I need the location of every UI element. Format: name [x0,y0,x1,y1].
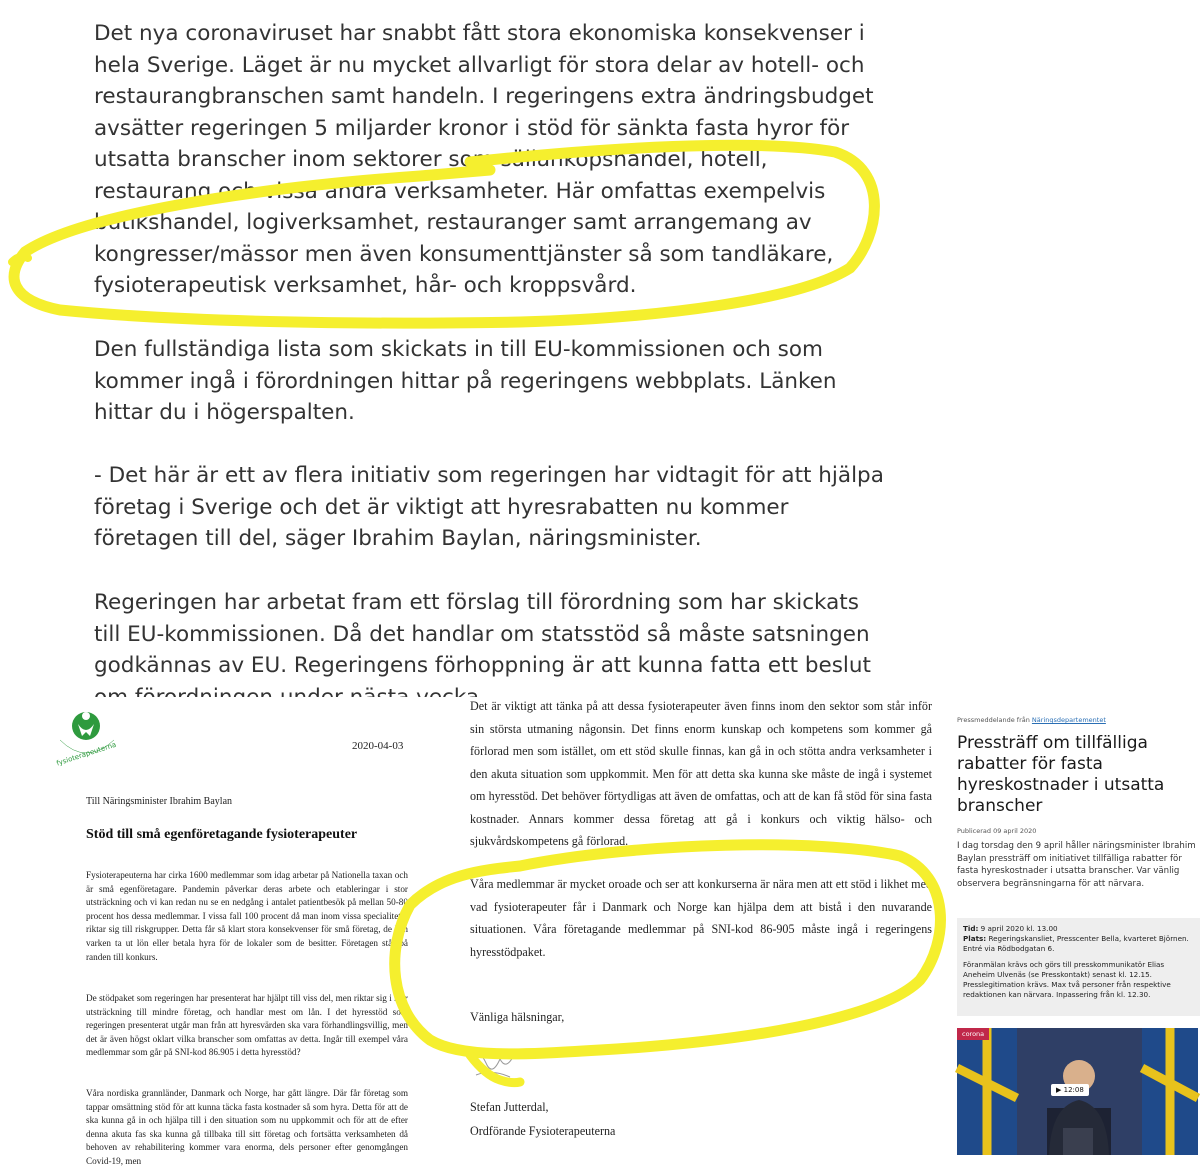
press-date: Publicerad 09 april 2020 [957,827,1037,835]
press-time: Tid: 9 april 2020 kl. 13.00 [963,924,1058,933]
logo-text: fysioterapeuterna [55,740,118,768]
letter2-paragraph-1: Det är viktigt att tänka på att dessa fysioterapeuter även finns inom den sektor som står inför sin största utmaning någonsin. Det finns enorm kunskap och kompetens som kommer gå förlorad men som istället, om ett stöd skulle finnas, kan gå in och stötta andra verksamheter i den akuta situation som uppkommit. Men för att detta ska kunna ske måste de ingå i systemet om hyresstöd. Det behöver förtydligas att även de omfattas, och att de kan få stöd för sina fasta kostnader. Annars kommer dessa företag att gå i konkurs och viktig hälso- och sjukvårdskompetens gå förlorad. [470,699,932,848]
play-icon: ▶ [1056,1086,1064,1094]
letter-date: 2020-04-03 [352,740,404,752]
letter-paragraph-1: Fysioterapeuterna har cirka 1600 medlemmar som idag arbetar på Nationella taxan och är små egenföretagare. Pandemin påverkar deras arbete och etableringar i stor utsträckning och vi kan redan nu se en nedgång i antalet patientbesök på mellan 50-80 procent hos dessa medlemmar. I vissa fall 100 procent då man inom vissa specialiteter riktar sig till riskgrupper. Detta får så klart stora konsekvenser för små företag, de kan varken ta ut lön eller betala hyra för de lokaler som de besitter. Företagen står på randen till konkurs. [86,870,408,962]
article-paragraph-3: - Det här är ett av flera initiativ som regeringen har vidtagit för att hjälpa företag i Sverige och det är viktigt att hyresrabatten nu kommer företagen till del, säger Ibrahim Baylan, näringsminister. [94,463,884,551]
press-source-link[interactable]: Näringsdepartementet [1031,716,1106,724]
press-lead: I dag torsdag den 9 april håller näringsminister Ibrahim Baylan pressträff om initiativet tillfälliga rabatter för fasta hyreskostnader i utsatta branscher. Var vänlig observera begränsningarna för att närvara. [957,841,1196,889]
press-place: Plats: Regeringskansliet, Presscenter Bella, kvarteret Björnen. Entré via Rödbodgatan 6. [963,934,1189,953]
press-source [957,716,1106,724]
video-play-button[interactable] [1051,1084,1089,1096]
letter-greeting: Vänliga hälsningar, [470,1010,565,1024]
video-category-badge: corona [957,1028,989,1040]
letter-page-2 [462,697,940,1169]
letter-paragraph-3: Våra nordiska grannländer, Danmark och Norge, har gått längre. Där får företag som tappar omsättning stöd för att kunna täcka fasta kostnader så som hyra. Detta för att de ska kunna gå in och hjälpa till i den situation som nu uppkommit och för att de efter denna akuta fas ska kunna gå tillbaka till sitt företag och fortsätta verksamheten då behoven av rehabilitering kommer vara enorma, dels personer efter genomgången Covid-19, men [86,1088,408,1166]
press-title: Pressträff om tillfälliga rabatter för fasta hyreskostnader i utsatta branscher [957,733,1165,816]
signature-icon [462,1041,542,1091]
article-paragraph-1: Det nya coronaviruset har snabbt fått stora ekonomiska konsekvenser i hela Sverige. Läget är nu mycket allvarligt för stora delar av hotell- och restaurangbranschen samt handeln. I regeringens extra ändringsbudget avsätter regeringen 5 miljarder kronor i stöd för sänkta fasta hyror för utsatta branscher inom sektorer som sällanköpshandel, hotell, restaurang och vissa andra verksamheter. Här omfattas exempelvis butikshandel, logiverksamhet, restauranger samt arrangemang av kongresser/mässor men även konsumenttjänster så som tandläkare, fysioterapeutisk verksamhet, hår- och kroppsvård. [94,21,874,298]
signatory-name: Stefan Jutterdal, [470,1100,549,1114]
video-duration: 12:08 [1063,1086,1084,1094]
letter2-paragraph-2: Våra medlemmar är mycket oroade och ser att konkurserna är nära men att ett stöd i likhet med vad fysioterapeuter får i Danmark och Norge kan hjälpa dem att bistå i den nuvarande situationen. Våra företagande medlemmar på SNI-kod 86-905 måste ingå i regeringens hyresstödpaket. [470,877,932,959]
press-release [940,697,1200,1169]
fysioterapeuterna-logo-icon [56,706,120,770]
article-paragraph-4: Regeringen har arbetat fram ett förslag till förordning som har skickats till EU-kommissionen. Då det handlar om statsstöd så måste satsningen godkännas av EU. Regeringens förhoppning är att kunna fatta ett beslut [94,590,871,678]
press-source-prefix: Pressmeddelande från [957,716,1032,724]
article-paragraph-2: Den fullständiga lista som skickats in till EU-kommissionen och som kommer ingå i förordningen hittar på regeringens webbplats. Länken hittar du i högerspalten. [94,337,837,425]
press-info-text: Föranmälan krävs och görs till presskommunikatör Elias Aneheim Ulvenäs (se Presskontakt) senast kl. 12.15. Presslegitimation krävs. Max två personer från respektive redaktionen kan närvara. Inpassering från kl. 12.30. [963,960,1171,999]
letter-page-1 [0,697,462,1169]
letter-paragraph-2: De stödpaket som regeringen har presenterat har hjälpt till viss del, men riktar sig i stor utsträckning till mindre företag, och handlar mest om lån. I det hyresstöd som regeringen presenterat utgår man från att hyresvärden ska vara förhandlingsvillig, men det är även högst oklart vilka branscher som omfattas av detta. Ingår till exempel våra medlemmar som går på SNI-kod 86.905 i detta hyresstöd? [86,993,408,1058]
signatory-title: Ordförande Fysioterapeuterna [470,1124,616,1138]
press-video[interactable] [957,1028,1198,1155]
press-info-box [957,918,1200,1016]
letter-heading: Stöd till små egenföretagande fysioterapeuter [86,827,358,842]
letter-recipient: Till Näringsminister Ibrahim Baylan [86,796,233,807]
